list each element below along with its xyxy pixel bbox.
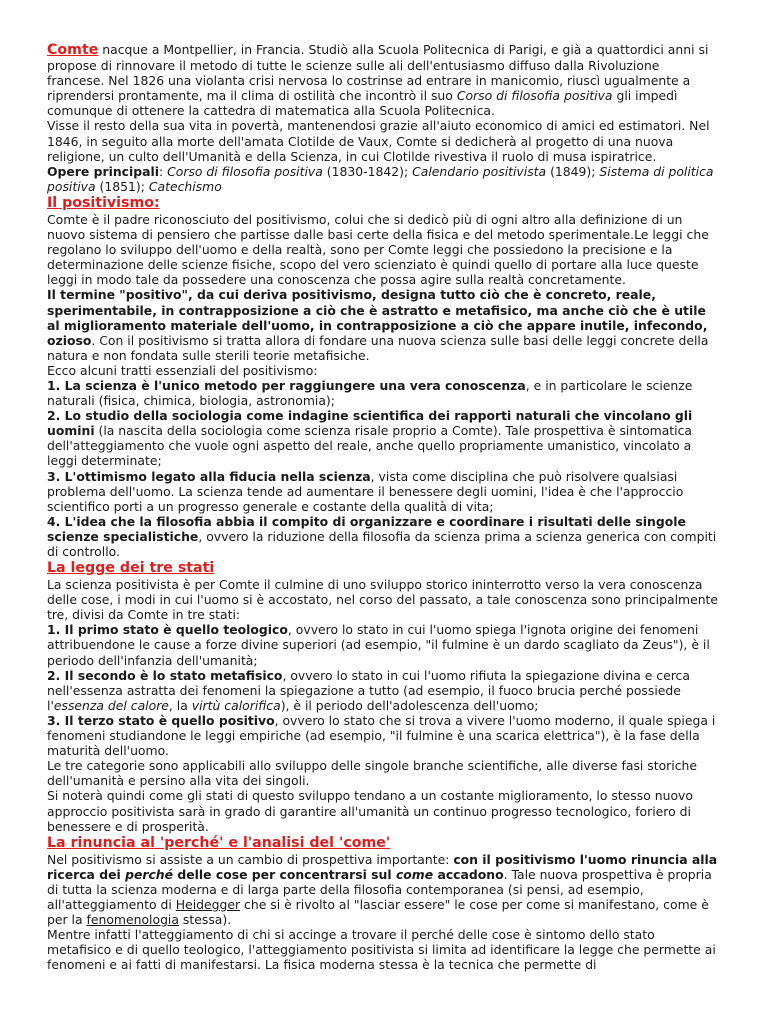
rinuncia-paragraph-2: Mentre infatti l'atteggiamento di chi si accinge a trovare il perché delle cose è sintomo dello stato metafisico e di quello teologico, l'atteggiamento positivista si limita ad identificare la legge che permette ai fenomeni e ai fatti di manifestarsi. La fisica moderna stessa è la tecnica che permette di: [47, 927, 716, 973]
comte-link[interactable]: Comte: [47, 42, 99, 58]
list-item: 2. Lo studio della sociologia come indagine scientifica dei rapporti naturali che vincolano gli uomini (la nascita della sociologia come scienza risale proprio a Comte). Tale prospettiva è sintomatica dell'atteggiamento che vuole ogni aspetto del reale, anche quello propriamente umanistico, vincolato a leggi determinate;: [47, 408, 693, 469]
tre-stati-paragraph-1: La scienza positivista è per Comte il culmine di uno sviluppo storico ininterrotto verso la vera conoscenza delle cose, i modi in cui l'uomo si è accostato, nel corso del passato, a tale conoscenza sono principalmente tre, divisi da Comte in tre stati:: [47, 577, 719, 623]
list-item: 3. Il terzo stato è quello positivo, ovvero lo stato che si trova a vivere l'uomo moderno, il quale spiega i fenomeni studiandone le leggi empiriche (ad esempio, "il fulmine è una scarica elettrica"), è la fase della maturità dell'uomo.: [47, 712, 716, 759]
heidegger-link[interactable]: Heidegger: [175, 896, 241, 912]
rinuncia-paragraph-1: Nel positivismo si assiste a un cambio di prospettiva importante: con il positivismo l'uomo rinuncia alla ricerca dei perché delle cose per concentrarsi sul come accadono. Tale nuova prospettiva è propria di tutta la scienza moderna e di larga parte della filosofia contemporanea (si pensi, ad esempio, all'atteggiamento di Heidegger che si è rivolto al "lasciar essere" le cose per come si manifestano, come è per la fenomenologia stessa).: [47, 851, 718, 928]
list-item: 4. L'idea che la filosofia abbia il compito di organizzare e coordinare i risultati delle singole scienze specialistiche, ovvero la riduzione della filosofia da scienza prima a scienza generica con compiti di controllo.: [47, 513, 717, 559]
tre-stati-paragraph-2: Le tre categorie sono applicabili allo sviluppo delle singole branche scientifiche, alle diverse fasi storiche dell'umanità e persino alla vita dei singoli.: [47, 758, 697, 789]
tre-stati-paragraph-3: Si noterà quindi come gli stati di questo sviluppo tendano a un costante miglioramento, lo stesso nuovo approccio positivista sarà in grado di garantire all'umanità un continuo progresso tecnologico, foriero di benessere e di prosperità.: [47, 788, 693, 834]
list-item: 3. L'ottimismo legato alla fiducia nella scienza, vista come disciplina che può risolvere qualsiasi problema dell'uomo. La scienza tende ad aumentare il benessere degli uomini, l'idea è che l'approccio scientifico porti a un progresso generale e costante della qualità di vita;: [47, 468, 684, 514]
positivismo-intro-list: Ecco alcuni tratti essenziali del positivismo:: [47, 362, 318, 378]
intro-paragraph: Comte nacque a Montpellier, in Francia. Studiò alla Scuola Politecnica di Parigi, e già a quattordici anni si propose di rinnovare il metodo di tutte le scienze sulle ali dell'entusiasmo diffuso dalla Rivoluzione francese. Nel 1826 una violanta crisi nervosa lo costrinse ad entrare in manicomio, riuscì ugualmente a riprendersi prontamente, ma il clima di ostilità che incontrò il suo Corso di filosofia positiva gli impedì comunque di ottenere la cattedra di matematica alla Scuola Politecnica.: [47, 42, 709, 119]
biography-paragraph: Visse il resto della sua vita in povertà, mantenendosi grazie all'aiuto economico di amici ed estimatori. Nel 1846, in seguito alla morte dell'amata Clotilde de Vaux, Comte si dedicherà al progetto di una nuova religione, un culto dell'Umanità e della Scienza, in cui Clotilde rivestiva il ruolo di musa ispiratrice.: [47, 118, 710, 164]
document-body: [47, 42, 719, 972]
list-item: 1. Il primo stato è quello teologico, ovvero lo stato in cui l'uomo spiega l'ignota origine dei fenomeni attribuendone le cause a forze divine superiori (ad esempio, "il fulmine è un dardo scagliato da Zeus"), è il periodo dell'infanzia dell'umanità;: [47, 622, 710, 668]
positivismo-paragraph-1: Comte è il padre riconosciuto del positivismo, colui che si dedicò più di ogni altro alla definizione di un nuovo sistema di pensiero che partisse dalle basi certe della fisica e del metodo sperimentale.Le leggi che regolano lo sviluppo dell'uomo e della realtà, sono per Comte leggi che possiedono la precisione e la determinazione delle scienze fisiche, scopo del vero scienziato è quindi quello di portare alla luce queste leggi in modo tale da possedere una conoscenza che possa agire sulla realtà concretamente.: [47, 211, 709, 288]
fenomenologia-link[interactable]: fenomenologia: [86, 912, 179, 928]
list-item: 1. La scienza è l'unico metodo per raggiungere una vera conoscenza, e in particolare le scienze naturali (fisica, chimica, biologia, astronomia);: [47, 377, 693, 409]
works-paragraph: Opere principali: Corso di filosofia positiva (1830-1842); Calendario positivista (1849); Sistema di politica positiva (1851); Catechismo: [47, 163, 714, 194]
section-title-tre-stati: La legge dei tre stati: [47, 560, 215, 577]
section-title-rinuncia: La rinuncia al 'perché' e l'analisi del 'come': [47, 834, 391, 851]
list-item: 2. Il secondo è lo stato metafisico, ovvero lo stato in cui l'uomo rifiuta la spiegazione divina e cerca nell'essenza astratta dei fenomeni la spiegazione a tutto (ad esempio, il fuoco brucia perché possiede l'essenza del calore, la virtù calorifica), è il periodo dell'adolescenza dell'uomo;: [47, 667, 690, 713]
section-title-positivismo: Il positivismo:: [47, 194, 160, 211]
positivismo-paragraph-2: Il termine "positivo", da cui deriva positivismo, designa tutto ciò che è concreto, reale, sperimentabile, in contrapposizione a ciò che è astratto e metafisico, ma anche ciò che è utile al miglioramento materiale dell'uomo, in contrapposizione a ciò che appare inutile, infecondo, ozioso. Con il positivismo si tratta allora di fondare una nuova scienza sulle basi delle leggi concrete della natura e non fondata sulle sterili teorie metafisiche.: [47, 287, 709, 363]
